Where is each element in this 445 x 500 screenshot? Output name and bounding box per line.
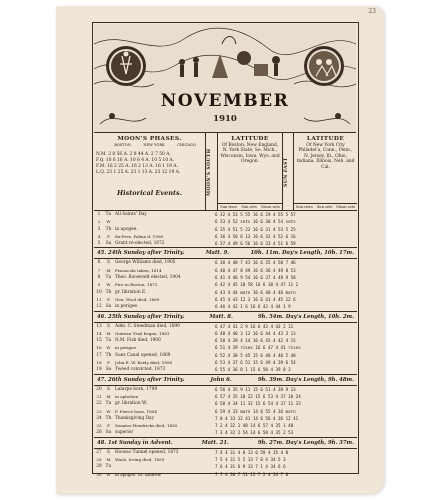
day-row (94, 218, 357, 225)
day-number: 13 (96, 323, 102, 329)
astronomical-values: 7 6 4 31 6 9 13 7 1 4 34 6 6 (215, 464, 286, 470)
day-row (94, 289, 357, 296)
astronomical-values: 7 0 4 33 12 41 14 6 56 4 36 12 41 (215, 415, 299, 421)
astronomical-values: 6 48 4 40 3 12 16 6 44 4 43 3 13 (215, 330, 296, 336)
day-row (94, 303, 357, 310)
day-number: 28 (96, 457, 102, 463)
weekday: Tu (105, 401, 112, 407)
day-number: 17 (96, 352, 102, 358)
latitude-newyork-column (293, 133, 357, 210)
week-block (94, 259, 357, 322)
weekday: S (107, 260, 110, 266)
day-row (94, 456, 357, 463)
astronomical-values: 6 43 4 44 morn 16 6 40 4 46 morn (215, 289, 296, 295)
day-number: 30 (96, 471, 102, 477)
day-row (94, 400, 357, 407)
separator-right: 9h. 54m. Day's Length, 10h. 2m. (257, 313, 354, 320)
event-text: Guiteau Trial began, 1881 (115, 330, 170, 336)
day-row (94, 359, 357, 366)
sun-rises-label: Sun rises (295, 204, 313, 209)
day-row (94, 393, 357, 400)
day-number: 16 (96, 345, 102, 351)
day-number: 18 (96, 360, 102, 366)
week-block (94, 386, 357, 449)
week-separator (94, 437, 357, 449)
event-text: in perigee (115, 304, 138, 310)
event-text: Theo. Roosevelt elected, 1904 (115, 275, 181, 281)
astronomical-values: 6 32 4 53 5 55 16 6 29 4 55 5 57 (215, 212, 296, 217)
latitude-boston-subheaders (218, 203, 282, 210)
astronomical-values: 6 58 4 34 11 32 15 6 54 4 37 11 33 (215, 401, 301, 407)
weekday: S (107, 323, 110, 329)
moon-sets-label: Moon sets (261, 204, 280, 209)
astronomical-values: 7 3 4 32 2 54 14 6 58 4 35 2 53 (215, 430, 294, 436)
city-boston: BOSTON (114, 143, 131, 147)
weekday: Tu (105, 275, 112, 281)
day-row (94, 429, 357, 436)
weekday: Sa (105, 241, 112, 247)
phase-rows (96, 152, 180, 176)
weekday: Th (105, 289, 112, 295)
weekday: M (106, 393, 111, 399)
month-title: NOVEMBER (160, 91, 290, 111)
day-row (94, 386, 357, 393)
astronomical-values: 6 37 4 49 6 56 16 6 33 4 51 6 59 (215, 241, 296, 247)
day-number: 9 (97, 282, 101, 288)
day-row (94, 296, 357, 303)
weekday: M (106, 457, 111, 463)
day-row (94, 344, 357, 351)
astronomical-values: 6 55 4 36 8 1 15 6 50 4 39 8 3 (215, 367, 291, 373)
weekday: F (107, 296, 110, 302)
weekday: Th (105, 226, 112, 232)
separator-center: John 6. (210, 376, 232, 383)
event-text (113, 218, 211, 225)
event-text: Adm. C. Steedman died, 1890 (115, 323, 180, 329)
separator-right: 9h. 27m. Day's Length, 9h. 37m. (257, 439, 354, 446)
calendar-frame (92, 22, 359, 477)
day-row (94, 366, 357, 373)
day-number: 10 (96, 289, 102, 295)
weekday: F (107, 423, 110, 429)
day-number: 22 (96, 401, 102, 407)
day-row (94, 259, 357, 266)
event-text: Fire in Boston, 1872 (115, 282, 158, 288)
astronomical-values: 6 56 4 35 9 11 15 6 51 4 38 9 13 (215, 386, 296, 392)
day-number: 5 (97, 241, 101, 247)
day-number: 15 (96, 338, 102, 344)
event-text: Wash. Irving died, 1859 (115, 457, 165, 463)
astronomical-values: 6 35 4 51 5 22 16 6 31 4 53 5 25 (215, 226, 296, 232)
sun-sets-label: Sun sets (316, 204, 333, 209)
weekday: W (106, 408, 111, 414)
astronomical-values: 6 40 4 47 8 49 16 6 36 4 49 8 53 (215, 267, 296, 273)
astronomical-values: 7 4 4 31 4 0 13 6 59 4 35 4 0 (215, 449, 289, 455)
day-row (94, 352, 357, 359)
weekday: Sa (105, 367, 112, 373)
weekday: W (106, 282, 111, 288)
day-number: 23 (96, 408, 102, 414)
week-separator (94, 374, 357, 386)
latitude-newyork-subheaders (294, 203, 357, 210)
event-text: gr. libration W. (115, 401, 148, 407)
astronomical-values: 6 59 4 33 morn 14 6 55 4 36 morn (215, 408, 296, 414)
phase-new-moon: N.M. 2 8 56 A. 2 8 44 A. 2 7 50 A. (96, 152, 171, 157)
day-number: 21 (96, 393, 102, 399)
separator-right: 10h. 11m. Day's Length, 10h. 17m. (250, 250, 354, 257)
phase-last-quarter: L.Q. 23 1 25 A. 23 1 13 A. 23 12 19 A. (96, 170, 181, 175)
page-number: 23 (368, 8, 376, 15)
separator-center: Matt. 21. (201, 439, 229, 446)
astronomical-values: 6 41 4 46 9 54 16 6 37 4 48 9 58 (215, 275, 296, 281)
day-number: 26 (96, 430, 102, 436)
separator-left: 45. 24th Sunday after Trinity. (97, 250, 185, 257)
weekday: Tu (105, 464, 112, 470)
day-row (94, 408, 357, 415)
latitude-boston-header: LATITUDE (231, 136, 269, 142)
weekday: M (106, 267, 111, 273)
weekday: W (106, 219, 111, 225)
astronomical-values: 6 51 4 39 rises 16 6 47 4 41 rises (215, 345, 301, 351)
weekday: W (106, 345, 111, 351)
weekday: Th (105, 415, 112, 421)
event-text: in perigee (115, 345, 137, 351)
event-text: Grant re-elected, 1872 (115, 241, 165, 247)
year-label: 1910 (213, 114, 237, 124)
city-new-york: NEW YORK (143, 143, 165, 147)
event-text: Suez Canal opened, 1869 (115, 352, 171, 358)
event-text: Ex-Pres. Palma d. 1908 (115, 233, 164, 239)
event-text: Hoosac Tunnel opened, 1873 (115, 449, 179, 455)
separator-left: 48. 1st Sunday in Advent. (97, 439, 173, 446)
almanac-page (56, 6, 384, 494)
event-text: Tweed convicted, 1873 (115, 367, 166, 373)
week-block (94, 211, 357, 259)
historical-events-heading: Historical Events. (117, 189, 182, 197)
days-table (94, 211, 357, 478)
day-number: 1 (97, 212, 101, 217)
event-text (113, 463, 211, 470)
day-row (94, 211, 357, 218)
separator-left: 46. 25th Sunday after Trinity. (97, 313, 185, 320)
astronomical-values: 6 38 4 48 7 41 16 6 35 4 50 7 46 (215, 260, 296, 266)
astronomical-values: 6 57 4 35 10 22 15 6 53 4 37 10 24 (215, 393, 301, 399)
event-text: in aphelion (115, 393, 139, 399)
week-separator (94, 311, 357, 323)
day-row (94, 267, 357, 274)
weekday: Sa (105, 304, 112, 310)
event-text: All Saints' Day (115, 212, 147, 217)
day-row (94, 449, 357, 456)
astronomical-values: 6 42 4 45 10 58 16 6 38 4 47 11 2 (215, 282, 299, 288)
day-row (94, 233, 357, 240)
phase-cities (94, 142, 205, 147)
day-number: 27 (96, 449, 102, 455)
day-row (94, 281, 357, 288)
weekday: Tu (105, 212, 112, 217)
separator-right: 9h. 39m. Day's Length, 9h. 48m. (257, 376, 354, 383)
sun-rises-label: Sun rises (220, 204, 238, 209)
day-number: 7 (97, 267, 101, 273)
day-number: 19 (96, 367, 102, 373)
day-number: 14 (96, 330, 102, 336)
event-text: in apogee. St. Andrew (115, 471, 161, 477)
event-text: superior (115, 430, 134, 436)
latitude-boston-desc: Of Boston; New England, N. York State, So. Mich., Wisconsin, Iowa, Wyo. and Oregon. (220, 143, 280, 165)
event-text: George Williams died, 1905 (115, 260, 176, 266)
event-text: in apogee. (115, 226, 138, 232)
day-number: 29 (96, 464, 102, 470)
latitude-newyork-desc: Of New York City Philadel'a, Conn., Penn., N. Jersey, Ill., Ohio, Indiana, Illinois, Neb. and Cal. (296, 143, 355, 170)
weekday: Tu (105, 338, 112, 344)
latitude-boston-column (217, 133, 283, 210)
event-text: F. Pierce born, 1804 (115, 408, 157, 414)
city-chicago: CHICAGO (177, 143, 196, 147)
week-block (94, 323, 357, 386)
phase-first-quarter: F.Q. 10 6 16 A. 10 6 4 A. 10 5 10 A. (96, 158, 175, 163)
day-number: 8 (97, 275, 101, 281)
event-text: Thanksgiving Day (115, 415, 155, 421)
event-text: gr. libration E. (115, 289, 147, 295)
day-row (94, 337, 357, 344)
day-number: 6 (97, 260, 101, 266)
info-header (94, 133, 357, 211)
astronomical-values: 7 7 4 30 7 11 12 7 2 4 34 7 8 (215, 471, 289, 477)
astronomical-values: 7 5 4 31 5 5 13 7 0 4 34 5 3 (215, 457, 286, 463)
day-row (94, 330, 357, 337)
astronomical-values: 6 36 4 50 6 13 16 6 32 4 52 6 16 (215, 233, 296, 239)
weekday: Sa (105, 430, 112, 436)
moon-phases-column (94, 133, 206, 210)
day-row (94, 226, 357, 233)
event-text: Pensacola taken, 1814 (115, 267, 162, 273)
day-number: 25 (96, 423, 102, 429)
latitude-newyork-header: LATITUDE (306, 136, 345, 142)
astronomical-values: 6 52 4 38 5 45 15 6 48 4 40 5 48 (215, 352, 296, 358)
event-text: John E. W. Keely died, 1898 (115, 360, 173, 366)
week-block (94, 449, 357, 478)
day-number: 2 (97, 219, 101, 225)
day-number: 20 (96, 386, 102, 392)
week-separator (94, 247, 357, 259)
day-row (94, 463, 357, 470)
weekday: S (107, 386, 110, 392)
astronomical-values: 6 46 4 42 1 6 16 6 42 4 44 1 9 (215, 304, 291, 310)
day-row (94, 422, 357, 429)
astronomical-values: 6 33 4 52 sets 16 6 30 4 54 sets (215, 219, 296, 225)
day-number: 12 (96, 304, 102, 310)
moon-south-label: MOON'S SOUTH (207, 148, 212, 196)
day-row (94, 471, 357, 478)
event-text: N.M. Fish died, 1900 (115, 338, 161, 344)
separator-center: Matt. 8. (209, 313, 233, 320)
day-number: 11 (96, 296, 102, 302)
separator-left: 47. 26th Sunday after Trinity. (97, 376, 185, 383)
event-text: Lalurpe born, 1709 (115, 386, 158, 392)
moon-sets-label: Moon sets (336, 204, 355, 209)
day-row (94, 240, 357, 247)
day-row (94, 415, 357, 422)
day-row (94, 274, 357, 281)
astronomical-values: 6 53 4 37 6 51 15 6 49 4 39 6 54 (215, 360, 296, 366)
sun-sets-label: Sun sets (241, 204, 257, 209)
separator-center: Matt. 9. (205, 250, 230, 257)
day-row (94, 323, 357, 330)
phase-full-moon: F.M. 16 2 25 A. 16 2 13 A. 16 1 19 A. (96, 164, 178, 169)
event-text: Gen. Wool died, 1869 (115, 296, 160, 302)
decorative-banner (94, 24, 356, 133)
weekday: Th (105, 352, 112, 358)
astronomical-values: 7 2 4 32 1 48 14 6 57 4 35 1 48 (215, 423, 294, 429)
astronomical-values: 6 50 4 39 4 14 16 6 45 4 42 4 15 (215, 338, 296, 344)
weekday: S (107, 449, 110, 455)
day-number: 4 (97, 233, 101, 239)
weekday: W (106, 471, 111, 477)
astronomical-values: 6 45 4 43 12 3 16 6 41 4 45 12 6 (215, 296, 296, 302)
weekday: F (107, 360, 110, 366)
day-number: 3 (97, 226, 101, 232)
weekday: F (107, 233, 110, 239)
moon-phases-header: MOON'S PHASES. (117, 136, 182, 142)
sun-fast-label: SUN FAST (284, 157, 289, 187)
day-number: 24 (96, 415, 102, 421)
event-text: Senator Hendricks died, 1885 (115, 423, 178, 429)
weekday: M (106, 330, 111, 336)
astronomical-values: 6 47 4 41 2 9 16 6 43 4 43 2 11 (215, 323, 294, 329)
